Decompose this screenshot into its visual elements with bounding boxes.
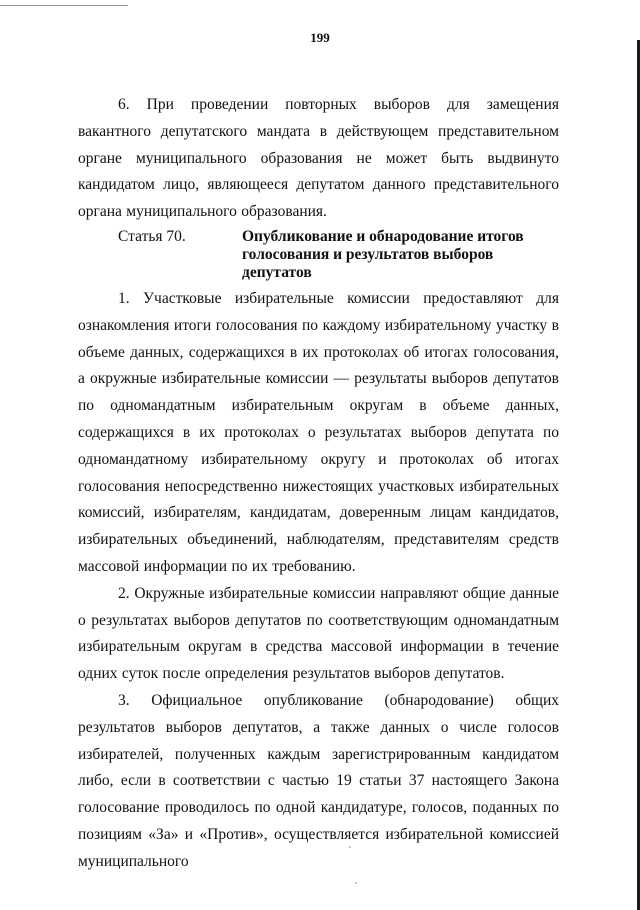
document-body — [78, 92, 559, 876]
scan-edge-line — [0, 5, 128, 6]
paragraph-2: 2. Окружные избирательные комиссии направляют общие данные о результатах выборов депутатов по соответствующим одномандатным избирательным округам в средства массовой информации в течение одних суток после определения результатов выборов депутатов. — [78, 584, 559, 683]
scan-speck — [355, 882, 357, 884]
page-number: 199 — [310, 30, 330, 45]
article-number: Статья 70. — [118, 227, 186, 245]
paragraph-1: 1. Участковые избирательные комиссии предоставляют для ознакомления итоги голосования по каждому избирательному участку в объеме данных, содержащихся в их протоколах об итогах голосования, а окружные избирательные комиссии — результаты выборов депутатов по одномандатным избирательным округам в объеме данных, содержащихся в их протоколах о результатах выборов депутата по одномандатному избирательному округу и протоколах об итогах голосования непосредственно нижестоящих участковых избирательных комиссий, избирателям, кандидатам, доверенным лицам кандидатов, избирательных объединений, наблюдателям, представителям средств массовой информации по их требованию. — [78, 289, 559, 575]
article-heading — [78, 228, 559, 282]
scan-speck — [349, 846, 351, 848]
article-title: Опубликование и обнародование итогов голосования и результатов выборов депутатов — [242, 227, 524, 281]
paragraph-3: 3. Официальное опубликование (обнародование) общих результатов выборов депутатов, а также данных о числе голосов избирателей, полученных каждым зарегистрированным кандидатом либо, если в соответствии с частью 19 статьи 37 настоящего Закона голосование проводилось по одной кандидатуре, голосов, поданных по позициям «За» и «Против», осуществляется избирательной комиссией муниципального — [78, 691, 559, 870]
paragraph-6: 6. При проведении повторных выборов для замещения вакантного депутатского мандата в действующем представительном органе муниципального образования не может быть выдвинуто кандидатом лицо, являющееся депутатом данного представительного органа муниципального образования. — [78, 96, 559, 221]
